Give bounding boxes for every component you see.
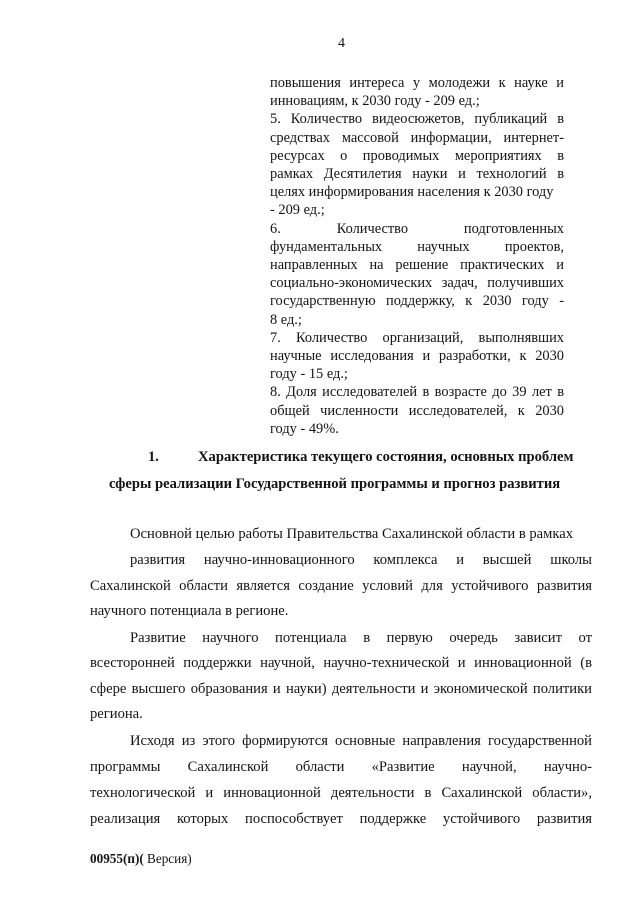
text-line: 6. Количество подготовленных — [270, 220, 564, 237]
text-line: средствах массовой информации, интернет- — [270, 129, 564, 146]
text-line: фундаментальных научных проектов, — [270, 238, 564, 255]
document-footer — [90, 851, 192, 867]
text-line: государственную поддержку, к 2030 году - — [270, 293, 564, 310]
text-line: рамках Десятилетия науки и технологий в — [270, 166, 564, 183]
section-number: 1. — [148, 449, 159, 465]
paragraph-line: сфере высшего образования и науки) деятельности и экономической политики — [90, 681, 592, 697]
page-number: 4 — [338, 36, 345, 51]
paragraph-line: Основной целью работы Правительства Сахалинской области в рамках — [130, 526, 574, 542]
section-title-part-1: Характеристика текущего состояния, основных проблем — [198, 449, 574, 465]
paragraph-line: Исходя из этого формируются основные направления государственной — [130, 733, 592, 749]
text-line: 8 ед.; — [270, 311, 302, 328]
text-line: 5. Количество видеосюжетов, публикаций в — [270, 111, 564, 128]
goals-continuation — [270, 74, 564, 438]
text-line: повышения интереса у молодежи к науке и — [270, 75, 564, 91]
text-line: целях информирования населения к 2030 году — [270, 184, 554, 201]
document-version: Версия) — [143, 851, 192, 866]
paragraph-line: Развитие научного потенциала в первую очередь зависит от — [130, 630, 592, 646]
text-line: году - 15 ед.; — [270, 366, 348, 383]
paragraph-line: программы Сахалинской области «Развитие научной, научно- — [90, 759, 592, 775]
text-line: научные исследования и разработки, к 2030 — [270, 348, 564, 365]
paragraph-line: Сахалинской области является создание условий для устойчивого развития — [90, 578, 592, 594]
paragraph-line: научного потенциала в регионе. — [90, 603, 289, 619]
text-line: направленных на решение практических и — [270, 257, 564, 274]
paragraph-line: всесторонней поддержки научной, научно-технической и инновационной (в — [90, 655, 592, 671]
paragraph-line: реализация которых поспособствует поддержке устойчивого развития — [90, 811, 592, 827]
document-code: 00955(п)( — [90, 851, 144, 866]
text-line: 8. Доля исследователей в возрасте до 39 лет в — [270, 384, 564, 401]
paragraph-line: технологической и инновационной деятельности в Сахалинской области», — [90, 785, 592, 801]
paragraph-line: региона. — [90, 706, 143, 722]
text-line: - 209 ед.; — [270, 202, 325, 219]
section-title-part-2: сферы реализации Государственной программы и прогноз развития — [109, 476, 561, 492]
text-line: общей численности исследователей, к 2030 — [270, 402, 564, 419]
text-line: социально-экономических задач, получивших — [270, 275, 564, 292]
text-line: инновациям, к 2030 году - 209 ед.; — [270, 93, 480, 110]
text-line: ресурсах о проводимых мероприятиях в — [270, 147, 564, 164]
text-line: 7. Количество организаций, выполнявших — [270, 329, 564, 346]
paragraph-line: развития научно-инновационного комплекса и высшей школы — [130, 552, 592, 568]
text-line: году - 49%. — [270, 420, 339, 437]
